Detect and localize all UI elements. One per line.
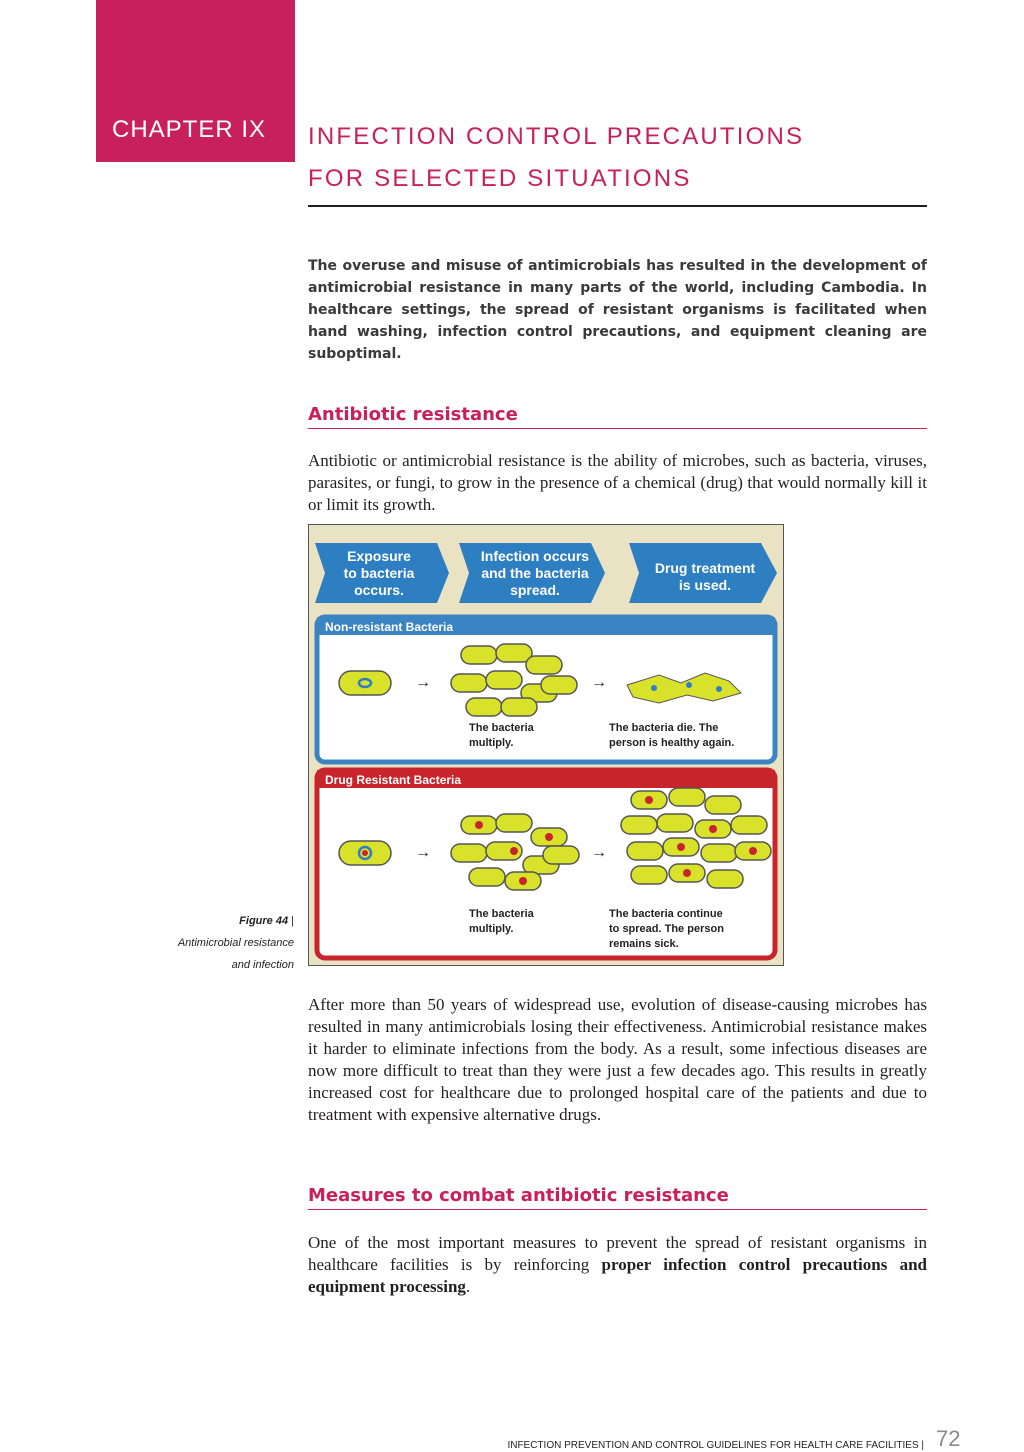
figure-number: Figure 44 [239,915,289,927]
page-number: 72 [936,1426,961,1451]
arrow-glyph: → [591,674,607,691]
step2-line1: Infection occurs [480,548,590,564]
single-resistant-bacterium [339,841,391,865]
panel-nonresistant-title: Non-resistant Bacteria [325,620,454,634]
resistant-label1-line2: multiply. [469,923,514,935]
section-heading-measures: Measures to combat antibiotic resistance [308,1185,927,1210]
chapter-label: CHAPTER IX [112,116,267,143]
nonresistant-label2-line1: The bacteria die. The [609,722,719,734]
arrow-glyph: → [415,674,431,691]
arrow-glyph: → [591,844,607,861]
step2-line2: and the bacteria [481,565,589,581]
measures-text-bold: proper infection control precautions and equipment processing [308,1255,927,1296]
measures-text-start: One of the most important measures to prevent the spread of resistant organisms in healthcare facilities is by reinforcing [308,1233,927,1274]
figure-separator: | [291,915,294,927]
section-heading-antibiotic-resistance: Antibiotic resistance [308,404,927,429]
step3-line1: Drug treatment [654,560,756,576]
step2-line3: spread. [510,582,560,598]
page-footer [380,1440,924,1451]
single-bacterium [339,671,391,695]
step1-line3: occurs. [354,582,404,598]
resistant-label1-line1: The bacteria [469,908,534,920]
antibiotic-resistance-paragraph: Antibiotic or antimicrobial resistance is the ability of microbes, such as bacteria, viruses, parasites, or fungi, to grow in the presence of a chemical (drug) that would normally kill it or limit its growth. [308,451,927,514]
resistant-label2-line1: The bacteria continue [609,908,723,920]
step-arrow-exposure [315,543,449,603]
footer-separator: | [921,1440,924,1451]
nonresistant-label2-line2: person is healthy again. [609,737,735,749]
chapter-title [308,116,928,200]
chapter-title-line1: INFECTION CONTROL PRECAUTIONS [308,123,805,150]
resistant-label2-line3: remains sick. [609,938,679,950]
arrow-glyph: → [415,844,431,861]
figure-caption-line2: and infection [231,959,294,971]
nonresistant-label1-line1: The bacteria [469,722,534,734]
step1-line1: Exposure [347,548,411,564]
panel-resistant [317,770,775,958]
panel-resistant-title: Drug Resistant Bacteria [325,773,462,787]
figure-caption-line1: Antimicrobial resistance [177,937,294,949]
resistant-label2-line2: to spread. The person [609,923,724,935]
step-arrow-treatment [629,543,777,603]
figure-caption [130,910,294,976]
resistance-evolution-paragraph: After more than 50 years of widespread use, evolution of disease-causing microbes has resulted in many antimicrobials losing their effectiveness. Antimicrobial resistance makes it harder to eliminate infections from the body. As a result, some infectious diseases are now more difficult to treat than they were just a few decades ago. This results in greatly increased cost for healthcare due to prolonged hospital care of the patients and due to treatment with expensive alternative drugs. [308,995,927,1124]
step-arrow-infection [459,543,605,603]
step1-line2: to bacteria [343,565,415,581]
figure-antimicrobial-resistance [308,524,784,966]
footer-text: INFECTION PREVENTION AND CONTROL GUIDELINES FOR HEALTH CARE FACILITIES [507,1440,919,1451]
step3-line2: is used. [678,577,732,593]
panel-nonresistant [317,617,775,762]
nonresistant-label1-line2: multiply. [469,737,514,749]
chapter-title-line2: FOR SELECTED SITUATIONS [308,165,692,192]
intro-paragraph: The overuse and misuse of antimicrobials has resulted in the development of antimicrobial resistance in many parts of the world, including Cambodia. In healthcare settings, the spread of resistant organisms is facilitated when hand washing, infection control precautions, and equipment cleaning are suboptimal. [308,258,927,362]
figure-illustration [309,525,783,965]
measures-paragraph [308,1232,927,1298]
measures-text-end: . [465,1277,471,1296]
title-divider [308,205,927,207]
